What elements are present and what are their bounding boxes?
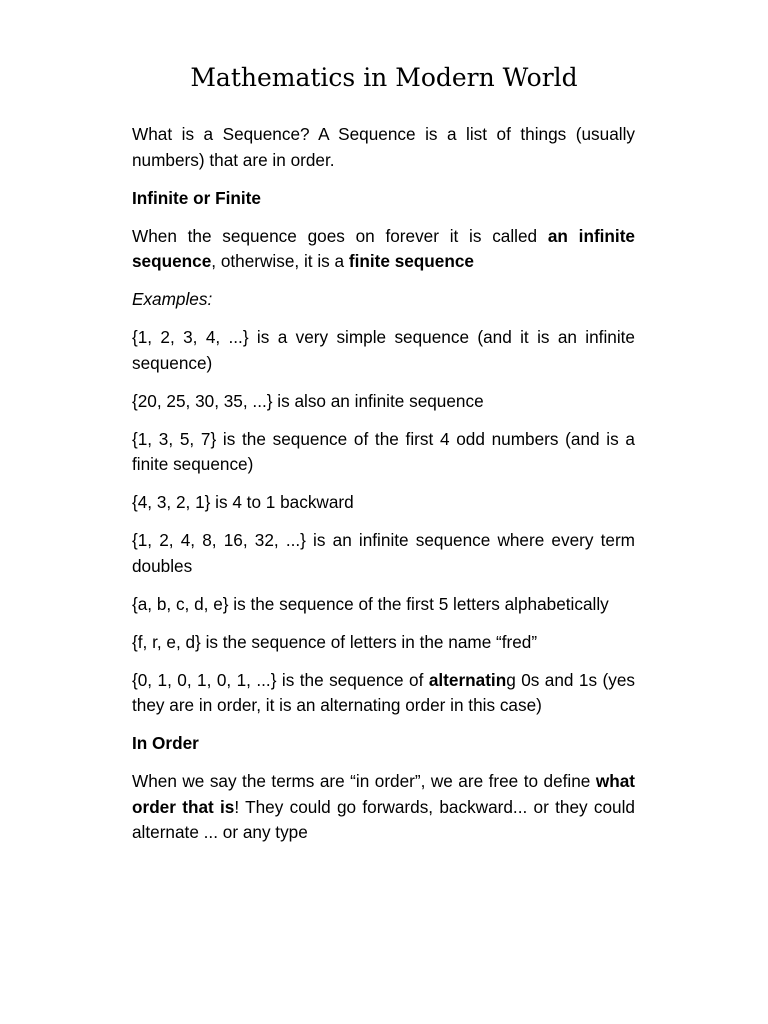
intro-paragraph: What is a Sequence? A Sequence is a list of things (usually numbers) that are in order.	[132, 124, 635, 170]
example-paragraph: {20, 25, 30, 35, ...} is also an infinite sequence	[132, 390, 484, 411]
example-paragraph: {1, 2, 3, 4, ...} is a very simple sequence (and it is an infinite sequence)	[132, 327, 635, 373]
bold-term-alternating: alternatin	[428, 669, 507, 690]
example-paragraph: {1, 3, 5, 7} is the sequence of the first 4 odd numbers (and is a finite sequence)	[132, 428, 635, 474]
text-run: {0, 1, 0, 1, 0, 1, ...} is the sequence of	[132, 669, 429, 690]
text-run: When we say the terms are “in order”, we are free to define	[132, 771, 596, 791]
bold-term-infinite-sequence: an infinite sequence	[132, 225, 635, 271]
text-run: g 0s and 1s (yes they are in order, it is an alternating order in this case)	[132, 669, 635, 715]
document-title: Mathematics in Modern World	[190, 63, 578, 92]
example-paragraph: {1, 2, 4, 8, 16, 32, ...} is an infinite sequence where every term doubles	[132, 530, 635, 576]
text-run: , otherwise, it is a	[211, 251, 349, 271]
bold-term-finite-sequence: finite sequence	[348, 251, 474, 271]
section-heading-in-order: In Order	[132, 733, 199, 753]
in-order-paragraph	[132, 769, 635, 846]
document-body	[132, 122, 635, 858]
bold-term-what-order: what order that is	[132, 771, 635, 817]
examples-label: Examples:	[132, 289, 213, 309]
infinite-definition-paragraph	[132, 224, 635, 275]
example-paragraph: {4, 3, 2, 1} is 4 to 1 backward	[132, 492, 354, 512]
text-run: ! They could go forwards, backward... or they could alternate ... or any type	[132, 796, 635, 842]
example-paragraph: {f, r, e, d} is the sequence of letters in the name “fred”	[132, 631, 538, 652]
example-paragraph: {a, b, c, d, e} is the sequence of the first 5 letters alphabetically	[132, 593, 609, 614]
section-heading-infinite-finite: Infinite or Finite	[132, 187, 261, 208]
example-paragraph-alternating	[132, 668, 635, 719]
text-run: When the sequence goes on forever it is called	[132, 225, 548, 246]
